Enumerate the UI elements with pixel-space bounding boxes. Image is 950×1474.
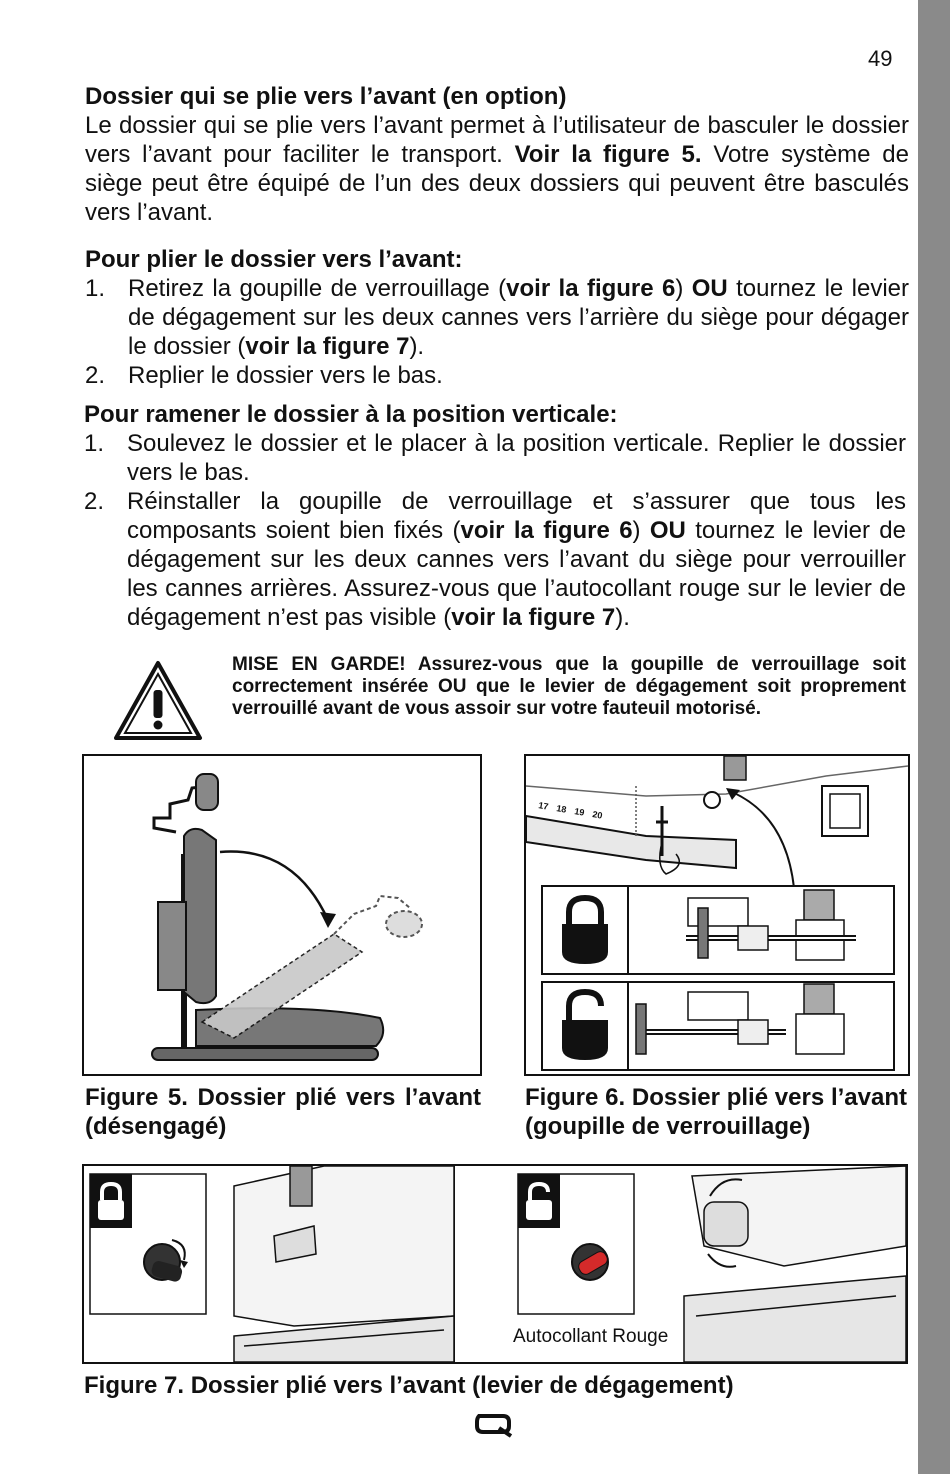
padlock-closed-icon (90, 1174, 132, 1228)
intro-text: Le dossier qui se plie vers l’avant permet à l’utilisateur de basculer le dossier vers l’avant pour faciliter le transport. (85, 112, 909, 168)
figure-reference: voir la figure 6 (460, 517, 633, 544)
step-number: 1. (84, 430, 105, 457)
figure-reference: voir la figure 6 (506, 275, 676, 302)
list-item (85, 274, 909, 361)
red-sticker-label: Autocollant Rouge (513, 1326, 669, 1347)
figure-reference: voir la figure 7 (245, 333, 410, 360)
backrest (184, 829, 216, 1003)
rail-number: 17 (537, 800, 550, 812)
step-text: ). (615, 604, 630, 631)
step-text: Retirez la goupille de verrouillage ( (128, 275, 507, 302)
step-text: ) (632, 517, 650, 544)
section-title-fold: Pour plier le dossier vers l’avant: (85, 246, 463, 273)
step-number: 1. (85, 275, 106, 302)
warning-triangle-icon (113, 660, 203, 742)
step-text: tournez le levier de dégagement sur les deux cannes vers l’arrière du siège pour dégager le dossier ( (128, 275, 909, 360)
step-number: 2. (85, 362, 106, 389)
section-title-forward-fold: Dossier qui se plie vers l’avant (en option) (85, 83, 567, 110)
list-item (84, 429, 906, 487)
chair-base (152, 1048, 378, 1060)
list-item (84, 487, 906, 632)
figure-7-image (82, 1164, 908, 1364)
fold-steps-list (85, 274, 909, 390)
fold-direction-arrow (220, 852, 328, 920)
warning-message: MISE EN GARDE! Assurez-vous que la goupille de verrouillage soit correctement insérée OU que le levier de dégagement soit proprement verrouillé avant de vous assoir sur votre fauteuil motorisé. (232, 654, 906, 719)
step-text: ) (675, 275, 692, 302)
step-text: Replier le dossier vers le bas. (128, 362, 443, 389)
rail-number: 18 (555, 803, 568, 815)
step-text: tournez le levier de dégagement sur les deux cannes vers l’avant du siège pour verrouiller les cannes arrières. Assurez-vous que l’autocollant rouge sur le levier de dégagement n’est pas visible ( (127, 517, 906, 631)
rail-number: 19 (573, 806, 586, 818)
figure-5-image (82, 754, 482, 1076)
rail-number: 20 (591, 809, 604, 821)
side-tab-bar (918, 0, 950, 1474)
page-number: 49 (868, 46, 893, 71)
figure-6-caption: Figure 6. Dossier plié vers l’avant (goupille de verrouillage) (525, 1084, 907, 1140)
return-steps-list (84, 429, 906, 632)
figure-6-image (524, 754, 910, 1076)
intro-text-end: Votre système de siège peut être équipé de l’un des deux dossiers qui peuvent être basculés vers l’avant. (85, 141, 909, 226)
callout-arrow (732, 792, 794, 888)
seat-rail (526, 816, 736, 868)
or-keyword: OU (649, 517, 686, 544)
or-keyword: OU (691, 275, 728, 302)
brand-logo-icon (473, 1410, 513, 1438)
step-text: Soulevez le dossier et le placer à la position verticale. Replier le dossier vers le bas. (127, 430, 906, 486)
step-text: ). (409, 333, 425, 360)
intro-paragraph (85, 111, 909, 227)
list-item (85, 361, 909, 390)
section-title-return: Pour ramener le dossier à la position verticale: (84, 401, 618, 428)
step-number: 2. (84, 488, 105, 515)
arrow-head-icon (320, 912, 336, 928)
padlock-open-icon (518, 1174, 560, 1228)
figure-reference: voir la figure 7 (451, 604, 616, 631)
seat-frame-locked (234, 1166, 454, 1326)
step-text: Réinstaller la goupille de verrouillage et s’assurer que tous les composants soient bien fixés ( (127, 488, 906, 544)
figure-reference: Voir la figure 5. (514, 141, 702, 168)
headrest (196, 774, 218, 810)
backrest-panel (158, 902, 186, 990)
folded-headrest (386, 911, 422, 937)
figure-5-caption: Figure 5. Dossier plié vers l’avant (désengagé) (85, 1084, 481, 1140)
figure-7-caption: Figure 7. Dossier plié vers l’avant (levier de dégagement) (84, 1372, 734, 1399)
